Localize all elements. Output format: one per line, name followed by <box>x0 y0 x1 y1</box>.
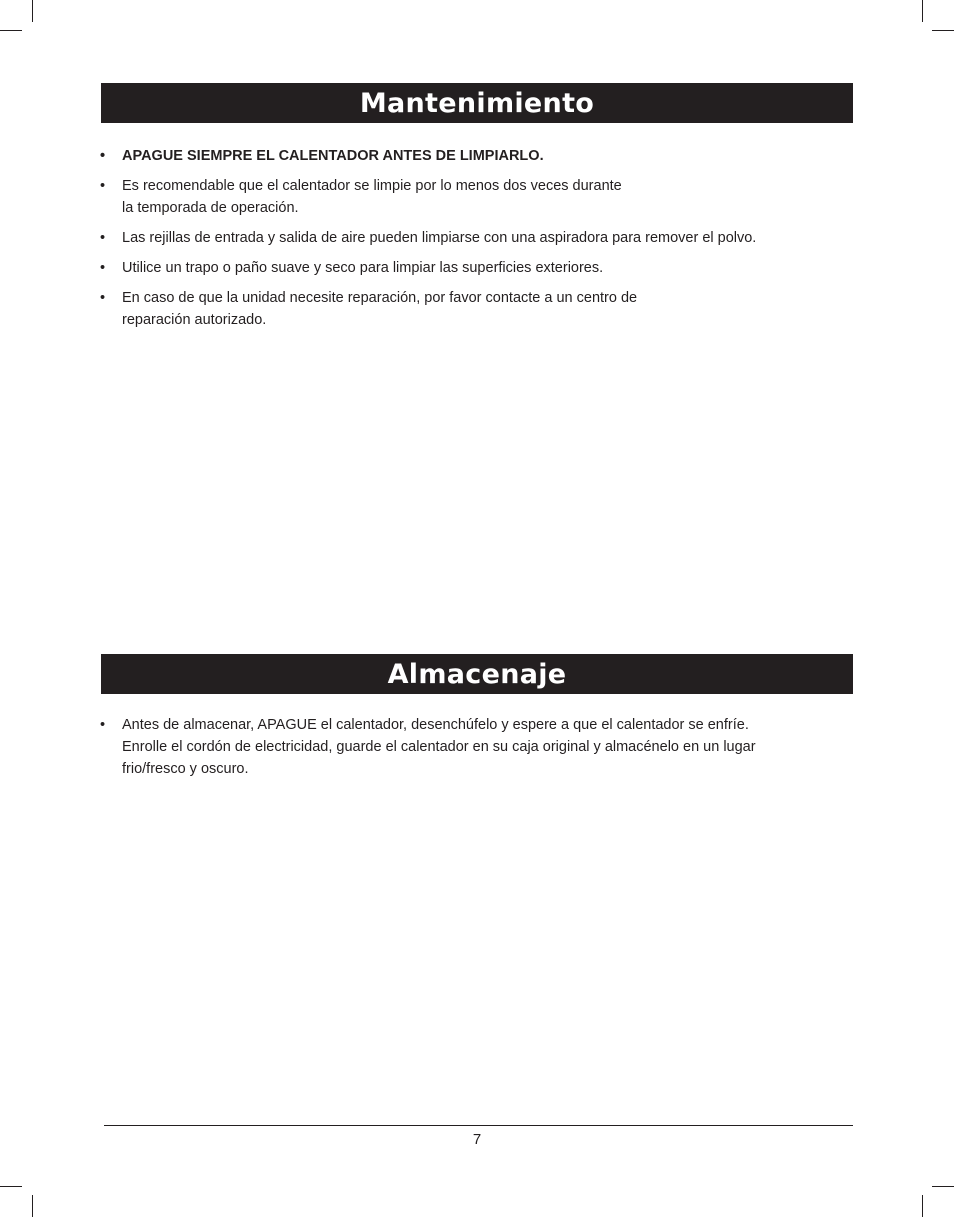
section-banner-storage <box>101 654 853 694</box>
bullet: • <box>100 230 106 246</box>
item-text: APAGUE SIEMPRE EL CALENTADOR ANTES DE LIMPIARLO. <box>122 148 544 164</box>
footer-divider <box>104 1125 853 1126</box>
list-item <box>100 175 840 219</box>
bullet: • <box>100 178 106 194</box>
list-item <box>100 287 840 331</box>
crop-mark <box>922 0 923 22</box>
item-text: Las rejillas de entrada y salida de aire pueden limpiarse con una aspiradora para remover el polvo. <box>122 230 757 246</box>
section-title: Almacenaje <box>387 658 567 690</box>
crop-mark <box>922 1195 923 1217</box>
item-text: Utilice un trapo o paño suave y seco para limpiar las superficies exteriores. <box>122 260 604 276</box>
item-text: Antes de almacenar, APAGUE el calentador, desenchúfelo y espere a que el calentador se enfríe. <box>122 717 749 733</box>
bullet: • <box>100 290 106 306</box>
section-title: Mantenimiento <box>359 87 595 119</box>
crop-mark <box>32 0 33 22</box>
bullet: • <box>100 260 106 276</box>
crop-mark <box>0 30 22 31</box>
item-text: frio/fresco y oscuro. <box>122 761 249 777</box>
page-number: 7 <box>472 1131 482 1148</box>
crop-mark <box>32 1195 33 1217</box>
item-text: En caso de que la unidad necesite reparación, por favor contacte a un centro de <box>122 290 638 306</box>
list-item <box>100 145 840 167</box>
storage-list <box>100 714 840 780</box>
crop-mark <box>0 1186 22 1187</box>
crop-mark <box>932 30 954 31</box>
list-item <box>100 714 840 780</box>
maintenance-list <box>100 145 840 339</box>
crop-mark <box>932 1186 954 1187</box>
list-item <box>100 257 840 279</box>
item-text: Es recomendable que el calentador se limpie por lo menos dos veces durante <box>122 178 622 194</box>
item-text: Enrolle el cordón de electricidad, guarde el calentador en su caja original y almacénelo en un lugar <box>122 739 756 755</box>
section-banner-maintenance <box>101 83 853 123</box>
list-item <box>100 227 840 249</box>
item-text: reparación autorizado. <box>122 312 267 328</box>
bullet: • <box>100 148 106 164</box>
item-text: la temporada de operación. <box>122 200 299 216</box>
bullet: • <box>100 717 106 733</box>
